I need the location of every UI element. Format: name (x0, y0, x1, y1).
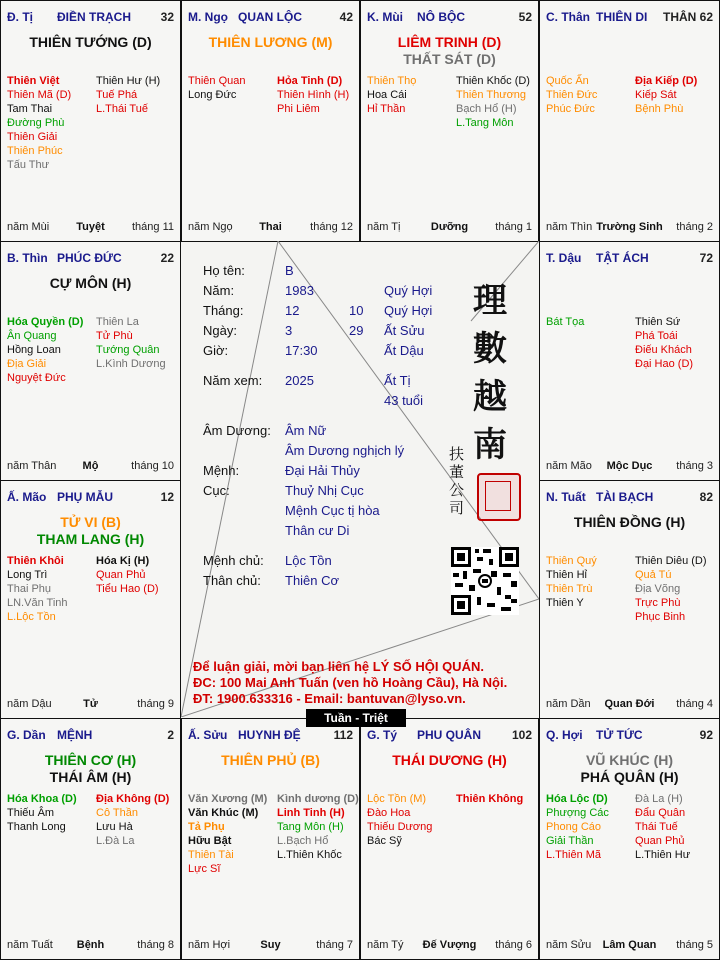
main-star: THAM LANG (H) (36, 531, 145, 547)
main-stars (182, 34, 359, 51)
hour-canchi: Ất Dậu (384, 343, 424, 358)
year-canchi: Quý Hợi (384, 283, 433, 298)
am-duong-value: Âm Nữ (285, 423, 327, 438)
minor-star: Văn Xương (M) (188, 793, 268, 805)
palace-name: TÀI BẠCH (596, 490, 654, 504)
minor-star: Hóa Lộc (D) (546, 793, 608, 805)
minor-star: Thiên Giải (7, 131, 58, 143)
life-stage: Trường Sinh (596, 221, 663, 233)
minor-star: Phá Toái (635, 330, 678, 342)
palace-year: năm Mùi (7, 221, 50, 233)
hour-value: 17:30 (285, 343, 318, 358)
seal-stamp (477, 473, 521, 521)
palace-year: năm Thìn (546, 221, 593, 233)
minor-star: L.Thiên Hư (635, 849, 691, 861)
palace-name: PHÚC ĐỨC (57, 251, 122, 265)
contact-phone-email[interactable]: ĐT: 1900.633316 - Email: bantuvan@lyso.vn. (193, 691, 466, 706)
palace-month: tháng 6 (495, 939, 532, 951)
palace-cell-hoi[interactable] (539, 718, 720, 960)
minor-star: Thiếu Dương (367, 821, 433, 833)
view-year-label: Năm xem: (203, 373, 263, 388)
palace-header (367, 10, 532, 26)
day-label: Ngày: (203, 323, 237, 338)
palace-month: tháng 12 (310, 221, 353, 233)
life-stage: Tuyệt (76, 221, 105, 233)
palace-year: năm Hợi (188, 939, 231, 951)
minor-star: Văn Khúc (M) (188, 807, 259, 819)
palace-number: 82 (699, 490, 713, 504)
star-column-left (7, 554, 102, 624)
calligraphy-char: 數 (473, 329, 507, 369)
minor-star: Thiên Hỉ (546, 569, 587, 581)
palace-number: 92 (699, 728, 713, 742)
month-label: Tháng: (203, 303, 244, 318)
minor-star: Đà La (H) (635, 793, 683, 805)
minor-star: L.Thiên Mã (546, 849, 602, 861)
main-star: THẤT SÁT (D) (403, 51, 496, 67)
minor-star: Thai Phụ (7, 583, 52, 595)
palace-cell-tuat[interactable] (539, 480, 720, 719)
than-chu-label: Thân chủ: (203, 573, 261, 588)
main-star: THIÊN LƯƠNG (M) (208, 34, 333, 50)
main-star: THIÊN TƯỚNG (D) (29, 34, 152, 50)
month-canchi: Quý Hợi (384, 303, 433, 318)
minor-star: Hỏa Tinh (D) (277, 75, 343, 87)
star-column-right (456, 792, 539, 806)
star-column-right (635, 792, 720, 862)
minor-star: Địa Giải (7, 358, 47, 370)
palace-name: THIÊN DI (596, 10, 648, 24)
palace-branch: N. Tuất (546, 490, 586, 504)
palace-year: năm Dậu (7, 698, 52, 710)
palace-month: tháng 5 (676, 939, 713, 951)
minor-star: Lực Sĩ (188, 863, 221, 875)
main-star: THIÊN CƠ (H) (44, 752, 137, 768)
minor-star: Bát Tọa (546, 316, 585, 328)
cuc-label: Cục: (203, 483, 230, 498)
palace-month: tháng 1 (495, 221, 532, 233)
minor-star: Kình dương (D) (277, 793, 359, 805)
minor-star: Bạch Hổ (H) (456, 103, 517, 115)
palace-footer (188, 221, 353, 235)
main-stars (1, 34, 180, 51)
minor-star: L.Tang Môn (456, 117, 514, 129)
minor-star: Đào Hoa (367, 807, 411, 819)
minor-star: L.Thái Tuế (96, 103, 148, 115)
palace-footer (546, 460, 713, 474)
palace-header (188, 728, 353, 744)
minor-star: Thiên La (96, 316, 139, 328)
minor-star: Ân Quang (7, 330, 57, 342)
palace-number: THÂN 62 (662, 10, 713, 24)
minor-star: Thiên Việt (7, 75, 60, 87)
age-value: 43 tuổi (384, 393, 424, 408)
palace-footer (546, 698, 713, 712)
minor-star: L.Thiên Khốc (277, 849, 342, 861)
palace-branch: Ấ. Mão (7, 490, 47, 504)
center-info-panel (181, 241, 539, 717)
minor-star: Cô Thần (96, 807, 138, 819)
minor-star: Linh Tinh (H) (277, 807, 345, 819)
day-solar: 3 (285, 323, 293, 338)
palace-name: MỆNH (57, 728, 93, 742)
minor-star: Phong Cáo (546, 821, 602, 833)
palace-year: năm Dần (546, 698, 591, 710)
name-value: B (285, 263, 294, 278)
palace-month: tháng 3 (676, 460, 713, 472)
am-duong-note: Âm Dương nghịch lý (285, 443, 405, 458)
palace-branch: T. Dậu (546, 251, 582, 265)
star-column-left (546, 554, 641, 610)
palace-name: TỬ TỨC (596, 728, 643, 742)
palace-cell-ty[interactable] (360, 718, 539, 960)
menh-chu-label: Mệnh chủ: (203, 553, 264, 568)
palace-cell-dau[interactable] (539, 241, 720, 481)
star-column-left (546, 315, 641, 329)
minor-star: Long Trì (7, 569, 48, 581)
minor-star: Quốc Ấn (546, 75, 589, 87)
palace-number: 42 (339, 10, 353, 24)
minor-star: Thiên Phúc (7, 145, 63, 157)
main-star: THÁI ÂM (H) (49, 769, 132, 785)
calligraphy-small: 扶董公司 (449, 445, 465, 517)
minor-star: Tướng Quân (96, 344, 160, 356)
minor-star: Tả Phụ (188, 821, 225, 833)
calligraphy-char: 理 (473, 281, 507, 321)
main-star: LIÊM TRINH (D) (397, 34, 502, 50)
minor-star: Quả Tú (635, 569, 672, 581)
am-duong-label: Âm Dương: (203, 423, 271, 438)
palace-number: 52 (518, 10, 532, 24)
star-column-right (635, 315, 720, 371)
minor-star: Hữu Bật (188, 835, 232, 847)
view-year-canchi: Ất Tị (384, 373, 411, 388)
palace-number: 32 (160, 10, 174, 24)
minor-star: Tử Phù (96, 330, 133, 342)
minor-star: Lưu Hà (96, 821, 133, 833)
palace-header (188, 10, 353, 26)
palace-cell-mao[interactable] (0, 480, 181, 719)
palace-header (7, 251, 174, 267)
hour-label: Giờ: (203, 343, 229, 358)
palace-header (546, 10, 713, 26)
palace-year: năm Tý (367, 939, 404, 951)
palace-header (7, 728, 174, 744)
palace-branch: Q. Hợi (546, 728, 583, 742)
minor-star: Hồng Loan (7, 344, 61, 356)
star-column-left (546, 74, 641, 116)
main-star: CỰ MÔN (H) (49, 275, 132, 291)
minor-star: Địa Không (D) (96, 793, 170, 805)
palace-header (546, 490, 713, 506)
palace-footer (7, 221, 174, 235)
palace-cell-ti[interactable] (0, 0, 181, 242)
minor-star: Thiên Hư (H) (96, 75, 161, 87)
than-cu: Thân cư Di (285, 523, 350, 538)
minor-star: Địa Kiếp (D) (635, 75, 698, 87)
palace-branch: Ấ. Sửu (188, 728, 228, 742)
palace-footer (367, 939, 532, 953)
than-chu-value: Thiên Cơ (285, 573, 340, 588)
palace-cell-than[interactable] (539, 0, 720, 242)
contact-address: ĐC: 100 Mai Anh Tuấn (ven hồ Hoàng Cầu), Hà Nội. (193, 675, 508, 690)
minor-star: Thanh Long (7, 821, 66, 833)
palace-footer (546, 939, 713, 953)
minor-star: Thiên Mã (D) (7, 89, 72, 101)
palace-branch: K. Mùi (367, 10, 403, 24)
minor-star: Đẩu Quân (635, 807, 686, 819)
main-star: THIÊN ĐỒNG (H) (573, 514, 686, 530)
star-column-right (277, 792, 360, 862)
minor-star: Giải Thần (546, 835, 594, 847)
month-lunar: 10 (349, 303, 364, 318)
main-stars (540, 752, 719, 786)
star-column-right (635, 74, 720, 116)
minor-star: Hoa Cái (367, 89, 407, 101)
day-lunar: 29 (349, 323, 364, 338)
palace-month: tháng 10 (131, 460, 174, 472)
palace-footer (188, 939, 353, 953)
palace-year: năm Sửu (546, 939, 592, 951)
palace-cell-dan[interactable] (0, 718, 181, 960)
star-column-right (96, 554, 181, 596)
palace-branch: G. Dần (7, 728, 46, 742)
main-stars (182, 752, 359, 769)
minor-star: Tam Thai (7, 103, 53, 115)
contact-line: Để luận giải, mời bạn liên hệ LÝ SỐ HỘI QUÁN. (193, 659, 484, 674)
minor-star: Hóa Quyền (D) (7, 316, 84, 328)
palace-number: 102 (511, 728, 532, 742)
palace-header (546, 251, 713, 267)
minor-star: L.Kình Dương (96, 358, 166, 370)
minor-star: Hóa Khoa (D) (7, 793, 77, 805)
palace-name: QUAN LỘC (238, 10, 302, 24)
minor-star: Thiên Thọ (367, 75, 417, 87)
main-stars (361, 34, 538, 68)
minor-star: L.Đà La (96, 835, 135, 847)
minor-star: Nguyệt Đức (7, 372, 66, 384)
palace-branch: B. Thìn (7, 251, 48, 265)
minor-star: Long Đức (188, 89, 237, 101)
life-stage: Thai (259, 221, 282, 233)
life-stage: Bệnh (76, 939, 105, 951)
palace-month: tháng 11 (131, 221, 174, 233)
menh-label: Mệnh: (203, 463, 240, 478)
star-column-right (96, 792, 181, 848)
day-canchi: Ất Sửu (384, 323, 425, 338)
minor-star: Thái Tuế (635, 821, 678, 833)
minor-star: Thiên Hình (H) (277, 89, 350, 101)
minor-star: Thiên Không (456, 793, 524, 805)
palace-header (546, 728, 713, 744)
palace-name: PHỤ MẪU (57, 490, 113, 504)
star-column-left (367, 792, 462, 848)
palace-name: PHU QUÂN (417, 728, 482, 742)
palace-footer (367, 221, 532, 235)
main-star: PHÁ QUÂN (H) (580, 769, 679, 785)
minor-star: Thiên Khôi (7, 555, 64, 567)
palace-year: năm Mão (546, 460, 592, 472)
palace-header (367, 728, 532, 744)
minor-star: Đại Hao (D) (635, 358, 694, 370)
menh-value: Đại Hải Thủy (285, 463, 360, 478)
main-stars (1, 514, 180, 548)
palace-number: 12 (160, 490, 174, 504)
main-star: THÁI DƯƠNG (H) (392, 752, 507, 768)
life-stage: Đế Vượng (422, 939, 477, 951)
qr-code[interactable] (451, 547, 519, 615)
minor-star: Tang Môn (H) (277, 821, 344, 833)
minor-star: Phúc Đức (546, 103, 595, 115)
minor-star: Hóa Kị (H) (96, 555, 150, 567)
menh-chu-value: Lộc Tồn (285, 553, 332, 568)
palace-header (7, 10, 174, 26)
minor-star: Phi Liêm (277, 103, 320, 115)
minor-star: Quan Phủ (635, 835, 685, 847)
palace-month: tháng 9 (137, 698, 174, 710)
palace-name: TẬT ÁCH (596, 251, 649, 265)
palace-cell-ngo[interactable] (181, 0, 360, 242)
minor-star: Đường Phù (7, 117, 65, 129)
minor-star: Tuế Phá (96, 89, 138, 101)
palace-footer (7, 939, 174, 953)
calligraphy-char: 越 (473, 377, 507, 417)
life-stage: Mộ (82, 460, 99, 472)
palace-name: HUYNH ĐỆ (238, 728, 301, 742)
life-stage: Suy (260, 939, 281, 951)
palace-cell-mui[interactable] (360, 0, 539, 242)
palace-year: năm Ngọ (188, 221, 233, 233)
minor-star: L.Bạch Hổ (277, 835, 329, 847)
main-stars (361, 752, 538, 769)
minor-star: Thiên Diêu (D) (635, 555, 707, 567)
minor-star: Địa Võng (635, 583, 681, 595)
life-stage: Tử (83, 698, 98, 710)
main-stars (540, 514, 719, 531)
palace-header (7, 490, 174, 506)
qr-code-graphic (451, 547, 519, 615)
palace-month: tháng 8 (137, 939, 174, 951)
palace-number: 2 (167, 728, 174, 742)
palace-branch: M. Ngọ (188, 10, 228, 24)
minor-star: Điếu Khách (635, 344, 692, 356)
minor-star: Thiên Y (546, 597, 584, 609)
palace-branch: Đ. Tị (7, 10, 33, 24)
palace-cell-suu[interactable] (181, 718, 360, 960)
life-stage: Lâm Quan (602, 939, 657, 951)
minor-star: Thiên Quý (546, 555, 597, 567)
star-column-left (188, 792, 283, 876)
life-stage: Dưỡng (430, 221, 469, 233)
view-year-value: 2025 (285, 373, 314, 388)
cuc-relation: Mệnh Cục tị hòa (285, 503, 380, 518)
star-column-right (96, 315, 181, 371)
minor-star: L.Lộc Tồn (7, 611, 56, 623)
minor-star: Bệnh Phù (635, 103, 684, 115)
minor-star: Thiếu Âm (7, 807, 55, 819)
minor-star: Tấu Thư (7, 159, 50, 171)
minor-star: Phục Binh (635, 611, 686, 623)
palace-month: tháng 2 (676, 221, 713, 233)
star-column-right (96, 74, 181, 116)
star-column-left (367, 74, 462, 116)
palace-name: NÔ BỘC (417, 10, 465, 24)
palace-branch: G. Tý (367, 728, 398, 742)
palace-year: năm Tuất (7, 939, 53, 951)
palace-number: 72 (699, 251, 713, 265)
palace-cell-thin[interactable] (0, 241, 181, 481)
star-column-right (456, 74, 539, 130)
star-column-left (7, 792, 102, 834)
palace-footer (546, 221, 713, 235)
star-column-left (546, 792, 641, 862)
main-stars (1, 275, 180, 292)
star-column-left (7, 315, 102, 385)
palace-month: tháng 4 (676, 698, 713, 710)
palace-footer (7, 460, 174, 474)
palace-footer (7, 698, 174, 712)
minor-star: Bác Sỹ (367, 835, 402, 847)
palace-name: ĐIỀN TRẠCH (57, 10, 131, 24)
star-column-right (635, 554, 720, 624)
minor-star: Thiên Trù (546, 583, 593, 595)
main-star: TỬ VI (B) (60, 514, 121, 530)
year-label: Năm: (203, 283, 235, 298)
minor-star: Thiên Đức (546, 89, 598, 101)
life-stage: Quan Đới (604, 698, 655, 710)
name-label: Họ tên: (203, 263, 245, 278)
minor-star: Thiên Sứ (635, 316, 681, 328)
minor-star: Kiếp Sát (635, 89, 677, 101)
main-star: VŨ KHÚC (H) (585, 752, 674, 768)
year-value: 1983 (285, 283, 314, 298)
cuc-value: Thuỷ Nhị Cục (285, 483, 364, 498)
minor-star: LN.Văn Tinh (7, 597, 68, 609)
star-column-left (188, 74, 283, 102)
palace-year: năm Tị (367, 221, 401, 233)
tuan-triet-marker: Tuần - Triệt (306, 709, 406, 727)
main-stars (1, 752, 180, 786)
minor-star: Quan Phủ (96, 569, 146, 581)
minor-star: Thiên Khốc (D) (456, 75, 530, 87)
minor-star: Trực Phù (635, 597, 681, 609)
palace-year: năm Thân (7, 460, 57, 472)
palace-branch: C. Thân (546, 10, 590, 24)
palace-month: tháng 7 (316, 939, 353, 951)
minor-star: Thiên Quan (188, 75, 246, 87)
minor-star: Tiểu Hao (D) (96, 583, 159, 595)
minor-star: Thiên Thương (456, 89, 527, 101)
minor-star: Hỉ Thần (367, 103, 406, 115)
life-stage: Mộc Dục (606, 460, 653, 472)
palace-number: 112 (333, 728, 353, 742)
calligraphy-char: 南 (473, 425, 507, 465)
minor-star: Phượng Các (546, 807, 609, 819)
star-column-right (277, 74, 360, 116)
month-solar: 12 (285, 303, 300, 318)
minor-star: Thiên Tài (188, 849, 234, 861)
palace-number: 22 (160, 251, 174, 265)
main-star: THIÊN PHỦ (B) (221, 752, 320, 768)
minor-star: Lộc Tồn (M) (367, 793, 427, 805)
star-column-left (7, 74, 102, 172)
